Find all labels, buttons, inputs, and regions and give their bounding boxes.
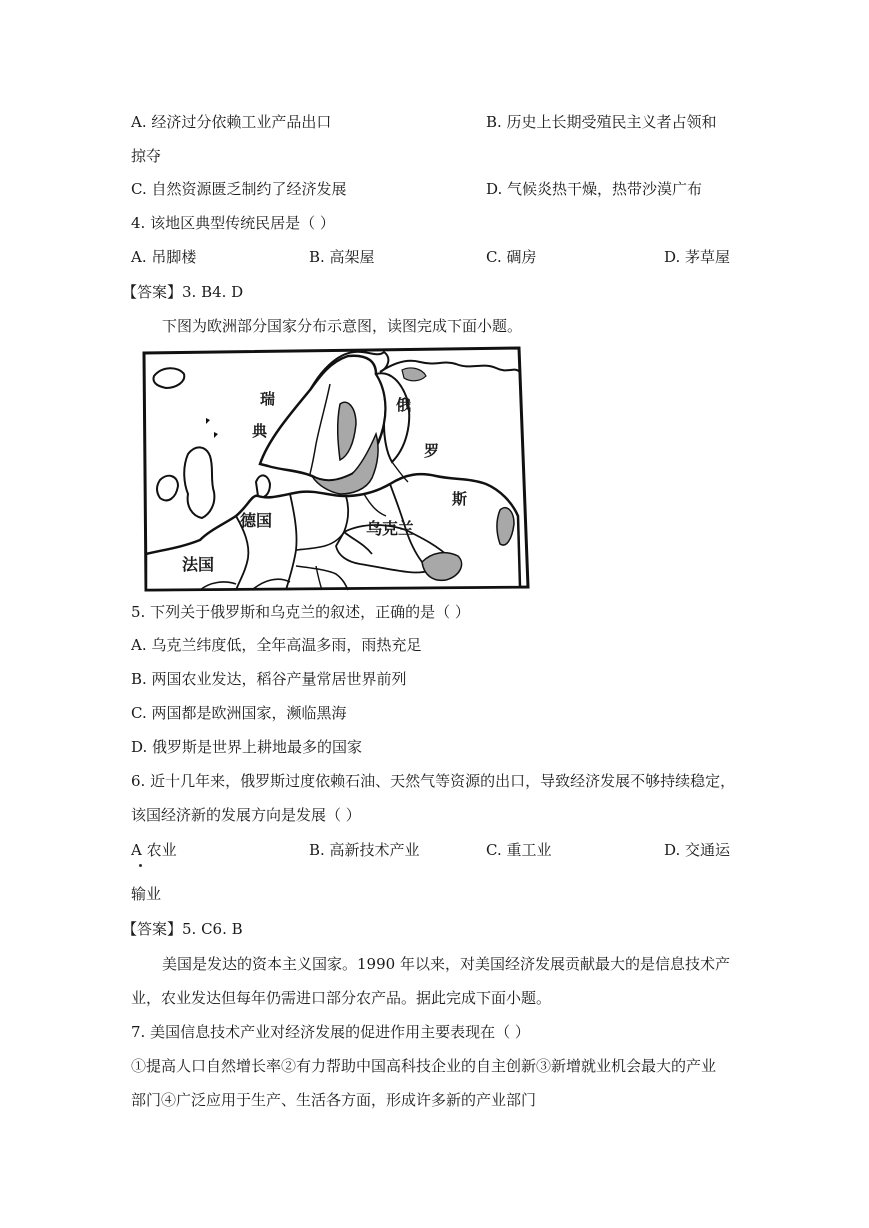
q4-option-d: D. 茅草屋 [664, 248, 731, 266]
q5-option-a: A. 乌克兰纬度低，全年高温多雨，雨热充足 [131, 636, 422, 654]
europe-map [140, 344, 532, 592]
answer-q3-q4: 【答案】3. B4. D [122, 283, 244, 301]
label-germany: 德国 [240, 511, 273, 530]
label-ukraine: 乌克兰 [366, 519, 415, 538]
q4-option-b: B. 高架屋 [309, 248, 375, 266]
q7-stem: 7. 美国信息技术产业对经济发展的促进作用主要表现在（ ） [131, 1023, 530, 1041]
q3-option-b: B. 历史上长期受殖民主义者占领和 [486, 113, 717, 131]
q7-options-line1: ①提高人口自然增长率②有力帮助中国高科技企业的自主创新③新增就业机会最大的产业 [131, 1057, 717, 1075]
russia-north-coast [380, 361, 520, 372]
q6-option-a: A 农业 [131, 841, 177, 859]
island-2 [214, 432, 218, 438]
q5-option-d: D. 俄罗斯是世界上耕地最多的国家 [131, 738, 363, 756]
q6-option-c: C. 重工业 [486, 841, 552, 859]
q6-stem-line2: 该国经济新的发展方向是发展（ ） [131, 806, 361, 824]
q6-option-d-wrap: 输业 [131, 885, 162, 903]
q5-stem: 5. 下列关于俄罗斯和乌克兰的叙述，正确的是（ ） [131, 603, 470, 621]
q7-options-line2: 部门④广泛应用于生产、生活各方面，形成许多新的产业部门 [131, 1091, 537, 1109]
denmark [256, 475, 270, 497]
answer-q5-q6: 【答案】5. C6. B [122, 920, 243, 938]
q6-stem-line1: 6. 近十几年来，俄罗斯过度依赖石油、天然气等资源的出口，导致经济发展不够持续稳定， [131, 772, 736, 790]
q5-option-b: B. 两国农业发达，稻谷产量常居世界前列 [131, 670, 407, 688]
label-sweden-2: 典 [252, 422, 268, 440]
ireland [157, 476, 178, 501]
q5-option-c: C. 两国都是欧洲国家，濒临黑海 [131, 704, 347, 722]
island-1 [206, 418, 210, 424]
label-france: 法国 [182, 555, 215, 574]
q4-stem: 4. 该地区典型传统民居是（ ） [131, 214, 335, 232]
q3-option-a: A. 经济过分依赖工业产品出口 [131, 113, 332, 131]
label-russia-1: 俄 [396, 396, 412, 414]
q4-option-c: C. 碉房 [486, 248, 537, 266]
q3-option-b-wrap: 掠夺 [131, 147, 162, 165]
label-sweden-1: 瑞 [260, 390, 276, 408]
q3-option-d: D. 气候炎热干燥，热带沙漠广布 [486, 180, 703, 198]
white-sea [402, 368, 426, 381]
iceland [154, 368, 185, 388]
stray-dot [139, 864, 142, 867]
q3-option-c: C. 自然资源匮乏制约了经济发展 [131, 180, 347, 198]
label-russia-3: 斯 [452, 490, 468, 508]
q6-option-b: B. 高新技术产业 [309, 841, 420, 859]
label-russia-2: 罗 [424, 442, 440, 460]
europe-map-drawing [140, 344, 532, 592]
great-britain [184, 447, 214, 518]
q6-option-d: D. 交通运 [664, 841, 731, 859]
q4-option-a: A. 吊脚楼 [131, 248, 197, 266]
usa-intro-line2: 业，农业发达但每年仍需进口部分农产品。据此完成下面小题。 [131, 989, 552, 1007]
map-intro: 下图为欧洲部分国家分布示意图，读图完成下面小题。 [162, 317, 523, 335]
usa-intro-line1: 美国是发达的资本主义国家。1990 年以来，对美国经济发展贡献最大的是信息技术产 [162, 955, 730, 973]
